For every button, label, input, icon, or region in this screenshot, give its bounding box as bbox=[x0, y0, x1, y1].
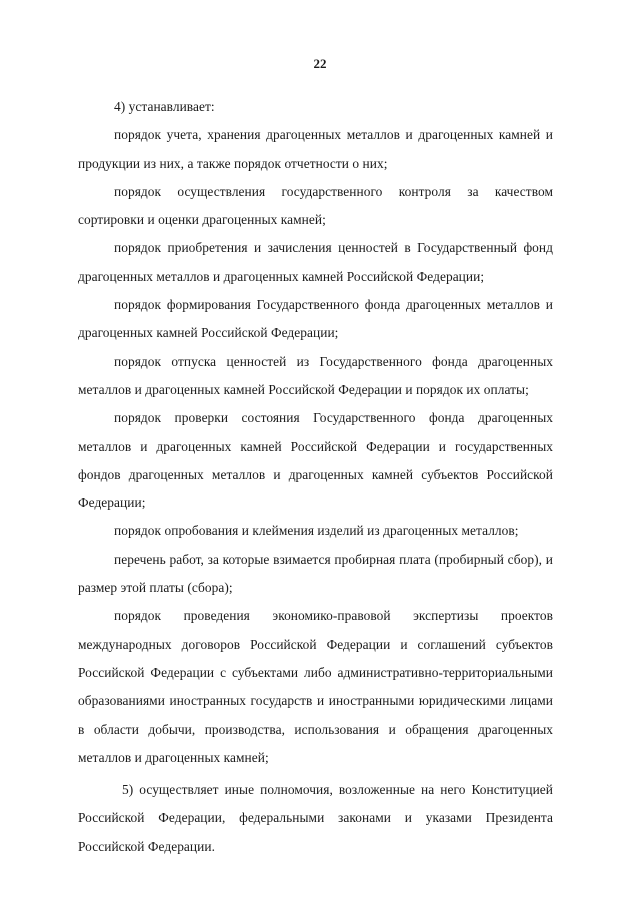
paragraph-legal-expertise: порядок проведения экономико-правовой экспертизы проектов международных договоров Российской Федерации и соглашений субъектов Российской Федерации с субъектами либо административно-территориальными образованиями иностранных государств и иностранными юридическими лицами в области добычи, производства, использования и обращения драгоценных металлов и драгоценных камней; bbox=[78, 608, 553, 765]
paragraph-fund-formation: порядок формирования Государственного фонда драгоценных металлов и драгоценных камней Российской Федерации; bbox=[78, 297, 553, 341]
paragraph-assay-hallmarking: порядок опробования и клеймения изделий из драгоценных металлов; bbox=[114, 523, 519, 539]
paragraph-acquisition: порядок приобретения и зачисления ценностей в Государственный фонд драгоценных металлов и драгоценных камней Российской Федерации; bbox=[78, 240, 553, 284]
paragraph-assay-fee: перечень работ, за которые взимается пробирная плата (пробирный сбор), и размер этой платы (сбора); bbox=[78, 551, 553, 596]
page-number: 22 bbox=[313, 56, 327, 71]
paragraph-item-4-heading: 4) устанавливает: bbox=[114, 99, 215, 114]
paragraph-fund-inspection: порядок проверки состояния Государственного фонда драгоценных металлов и драгоценных камней Российской Федерации и государственных фондов драгоценных металлов и драгоценных камней субъектов Российской Федерации; bbox=[78, 410, 553, 511]
paragraph-item-5-other-powers: 5) осуществляет иные полномочия, возложенные на него Конституцией Российской Федерации, федеральными законами и указами Президента Российской Федерации. bbox=[78, 782, 553, 854]
document-body bbox=[78, 93, 553, 861]
paragraph-accounting-storage: порядок учета, хранения драгоценных металлов и драгоценных камней и продукции из них, а также порядок отчетности о них; bbox=[78, 127, 553, 171]
paragraph-quality-control: порядок осуществления государственного контроля за качеством сортировки и оценки драгоценных камней; bbox=[78, 183, 553, 228]
paragraph-release-payment: порядок отпуска ценностей из Государственного фонда драгоценных металлов и драгоценных камней Российской Федерации и порядок их оплаты; bbox=[78, 353, 553, 397]
